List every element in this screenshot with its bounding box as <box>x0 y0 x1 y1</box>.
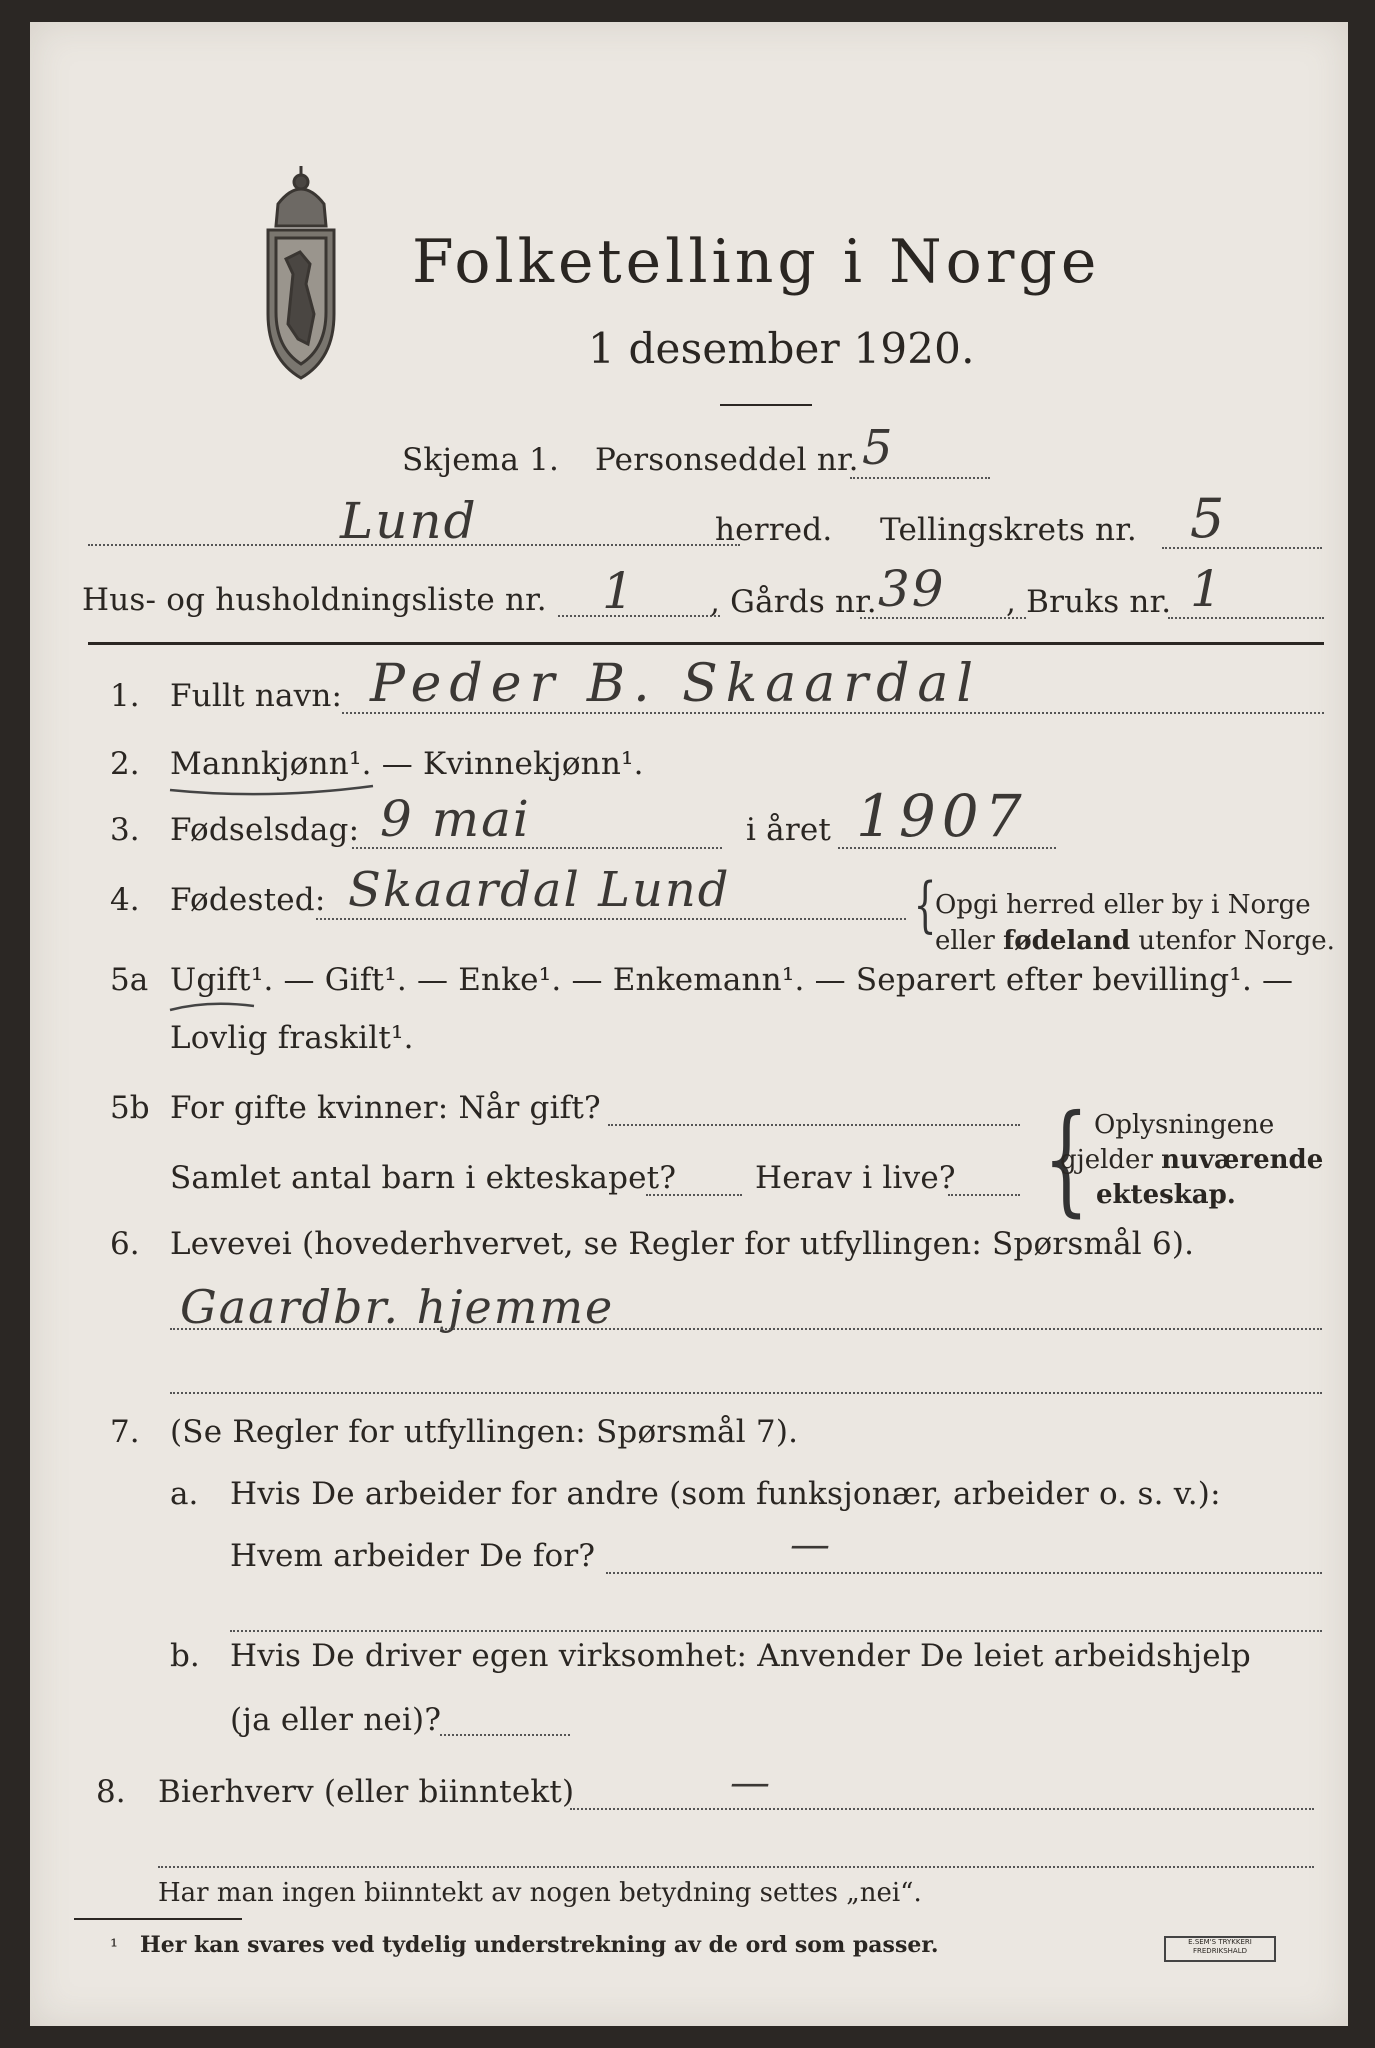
tellingskrets-line <box>1162 547 1322 549</box>
q4-note-line2: eller fødeland utenfor Norge. <box>935 926 1335 956</box>
q1-value: Peder B. Skaardal <box>370 654 982 714</box>
bruks-value: 1 <box>1190 560 1224 618</box>
q6-number: 6. <box>110 1226 140 1262</box>
personseddel-label: Personseddel nr. <box>595 442 859 478</box>
gards-value: 39 <box>878 560 946 618</box>
q5b-note3: ekteskap. <box>1096 1180 1236 1210</box>
q7b-answer-line <box>440 1734 570 1736</box>
census-form-page <box>30 22 1348 2026</box>
q5b-line2b: Herav i live? <box>755 1160 956 1196</box>
herred-label: herred. <box>715 512 833 548</box>
q8-note: Har man ingen biinntekt av nogen betydning settes „nei“. <box>158 1878 922 1908</box>
q2-text: Mannkjønn¹. — Kvinnekjønn¹. <box>170 746 644 782</box>
q1-number: 1. <box>110 678 140 714</box>
q4-note-brace: { <box>913 870 937 940</box>
q5b-note2: gjelder nuværende <box>1060 1145 1324 1175</box>
q8-answer-line <box>570 1808 1314 1810</box>
q7a-line1: Hvis De arbeider for andre (som funksjonær, arbeider o. s. v.): <box>230 1476 1221 1512</box>
footnote-rule <box>74 1918 242 1920</box>
q8-value: — <box>730 1760 772 1806</box>
coat-of-arms-icon <box>248 164 354 384</box>
printer-stamp: E.SEM'S TRYKKERI FREDRIKSHALD <box>1164 1936 1276 1962</box>
header-rule <box>88 642 1324 645</box>
husliste-value: 1 <box>602 562 636 620</box>
q7a-line2: Hvem arbeider De for? <box>230 1538 596 1574</box>
tellingskrets-value: 5 <box>1190 487 1227 550</box>
q5b-line1: For gifte kvinner: Når gift? <box>170 1090 601 1126</box>
q6-line2 <box>170 1392 1322 1394</box>
q5b-alive-line <box>948 1194 1020 1196</box>
q7b-line1: Hvis De driver egen virksomhet: Anvender De leiet arbeidshjelp <box>230 1638 1251 1674</box>
q6-value: Gaardbr. hjemme <box>180 1280 615 1334</box>
q7a-number: a. <box>170 1476 199 1512</box>
q3-year-label: i året <box>746 812 832 848</box>
form-title: Folketelling i Norge <box>412 227 1101 297</box>
husliste-line <box>558 615 720 617</box>
q6-label: Levevei (hovederhvervet, se Regler for utfyllingen: Spørsmål 6). <box>170 1226 1195 1262</box>
q4-number: 4. <box>110 882 140 918</box>
q7b-number: b. <box>170 1638 200 1674</box>
q5a-line1: Ugift¹. — Gift¹. — Enke¹. — Enkemann¹. — Separert efter bevilling¹. — <box>170 962 1294 998</box>
q7-number: 7. <box>110 1414 140 1450</box>
q4-note-line1: Opgi herred eller by i Norge <box>935 890 1311 920</box>
q7b-line2: (ja eller nei)? <box>230 1702 442 1738</box>
title-divider <box>720 404 812 406</box>
q7a-extra-line <box>230 1630 1322 1632</box>
q5a-underline-mark <box>168 998 258 1016</box>
husliste-label: Hus- og husholdningsliste nr. <box>82 582 547 618</box>
q5b-note1: Oplysningene <box>1094 1110 1275 1140</box>
footnote-mark: ¹ <box>110 1934 119 1958</box>
q2-number: 2. <box>110 746 140 782</box>
q3-label: Fødselsdag: <box>170 812 360 848</box>
q8-extra-line <box>158 1866 1314 1868</box>
q2-underline-mark <box>168 782 378 802</box>
q4-label: Fødested: <box>170 882 326 918</box>
q8-label: Bierhverv (eller biinntekt) <box>158 1774 575 1810</box>
bruks-label: , Bruks nr. <box>1006 584 1172 620</box>
schema-label: Skjema 1. <box>402 442 560 478</box>
q5b-married-line <box>608 1124 1020 1126</box>
q3-day-value: 9 mai <box>380 790 531 848</box>
footnote-text: Her kan svares ved tydelig understrekning av de ord som passer. <box>140 1932 939 1958</box>
personseddel-line <box>850 477 990 479</box>
q1-label: Fullt navn: <box>170 678 343 714</box>
q6-line1 <box>170 1328 1322 1330</box>
q5b-note-brace: { <box>1043 1090 1090 1229</box>
q7-label: (Se Regler for utfyllingen: Spørsmål 7). <box>170 1414 799 1450</box>
q3-number: 3. <box>110 812 140 848</box>
q5b-children-line <box>646 1194 742 1196</box>
q7a-answer-line <box>606 1572 1322 1574</box>
q5a-number: 5a <box>110 962 149 998</box>
q8-number: 8. <box>96 1774 126 1810</box>
q2-male-option: Mannkjønn <box>170 746 349 782</box>
gards-label: , Gårds nr. <box>710 584 877 620</box>
personseddel-value: 5 <box>862 420 895 476</box>
tellingskrets-label: Tellingskrets nr. <box>880 512 1137 548</box>
q4-value: Skaardal Lund <box>348 862 731 918</box>
q5a-line2: Lovlig fraskilt¹. <box>170 1020 414 1056</box>
herred-value: Lund <box>340 492 478 550</box>
q4-line <box>316 918 906 920</box>
q5b-number: 5b <box>110 1090 150 1126</box>
census-date: 1 desember 1920. <box>588 324 975 373</box>
q7a-value: — <box>790 1522 832 1568</box>
q5b-line2a: Samlet antal barn i ekteskapet? <box>170 1160 677 1196</box>
q3-year-value: 1907 <box>856 782 1028 850</box>
